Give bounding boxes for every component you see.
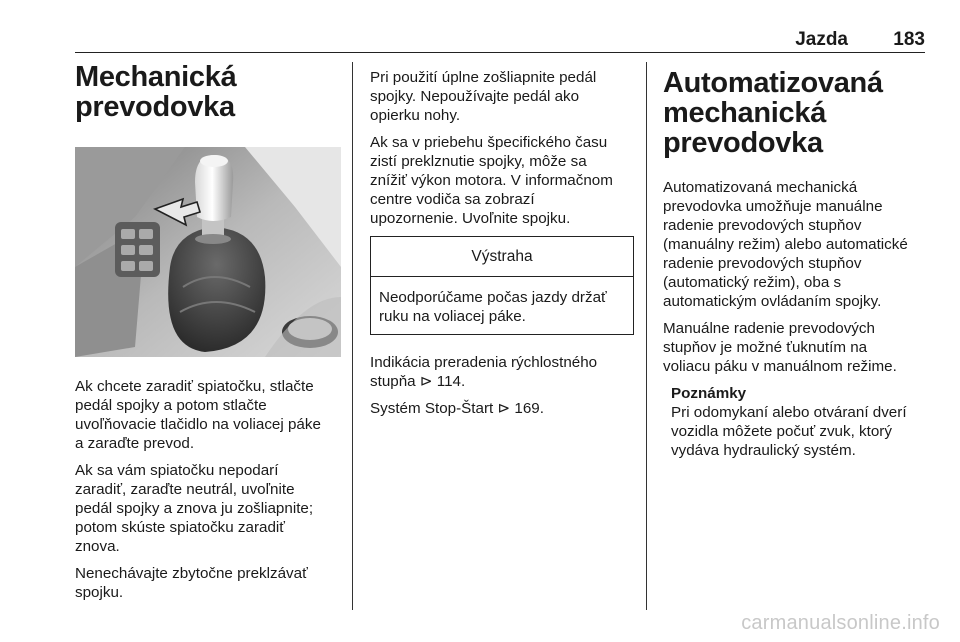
- note-title: Poznámky: [671, 385, 747, 402]
- column-1: [75, 62, 343, 610]
- paragraph-cross-reference: Indikácia preradenia rýchlostného stupňa ⊳ 114.: [370, 354, 598, 390]
- gear-lever-photo: [75, 147, 341, 357]
- watermark: carmanualsonline.info: [741, 612, 940, 634]
- heading-line: mechanická: [663, 97, 827, 129]
- column-3: [663, 68, 925, 460]
- paragraph: Ak sa v priebehu špecifického času zistí preklznutie spojky, môže sa znížiť výkon motora. V informačnom centre vodiča sa zobrazí upozornenie. Uvoľnite spojku.: [370, 134, 613, 227]
- heading-automated-manual-transmission: [663, 68, 925, 158]
- column-divider-2: [646, 62, 647, 610]
- header-rule: [75, 52, 925, 53]
- paragraph: Ak sa vám spiatočku nepodarí zaradiť, zaraďte neutrál, uvoľnite pedál spojky a znova ju zošliapnite; potom skúste spiatočku zaradiť znova.: [75, 462, 314, 555]
- heading-line: Automatizovaná: [663, 67, 883, 99]
- running-header-section: Jazda: [795, 29, 848, 50]
- column-divider-1: [352, 62, 353, 610]
- warning-title: Výstraha: [371, 237, 633, 277]
- heading-manual-transmission: [75, 62, 343, 122]
- heading-line: prevodovka: [75, 91, 235, 123]
- column-2: [370, 68, 634, 426]
- warning-body: Neodporúčame počas jazdy držať ruku na voliacej páke.: [379, 289, 607, 325]
- paragraph: Ak chcete zaradiť spiatočku, stlačte pedál spojky a potom stlačte uvoľňovacie tlačidlo na voliacej páke a zaraďte prevod.: [75, 378, 321, 452]
- paragraph-cross-reference: Systém Stop-Štart ⊳ 169.: [370, 400, 544, 417]
- warning-box: [370, 236, 634, 335]
- paragraph: Nenechávajte zbytočne preklzávať spojku.: [75, 565, 308, 601]
- heading-line: Mechanická: [75, 61, 237, 93]
- page-number: 183: [893, 29, 925, 50]
- note-block: Poznámky Pri odomykaní alebo otváraní dverí vozidla môžete počuť zvuk, ktorý vydáva hydraulický systém.: [663, 384, 925, 460]
- heading-line: prevodovka: [663, 127, 823, 159]
- paragraph: Pri použití úplne zošliapnite pedál spojky. Nepoužívajte pedál ako opierku nohy.: [370, 69, 597, 124]
- paragraph: Manuálne radenie prevodových stupňov je možné ťuknutím na voliacu páku v manuálnom režime.: [663, 320, 897, 375]
- paragraph: Automatizovaná mechanická prevodovka umožňuje manuálne radenie prevodových stupňov (manuálny režim) alebo automatické radenie prevodových stupňov (automatický režim), oba s automatickým ovládaním spojky.: [663, 179, 908, 310]
